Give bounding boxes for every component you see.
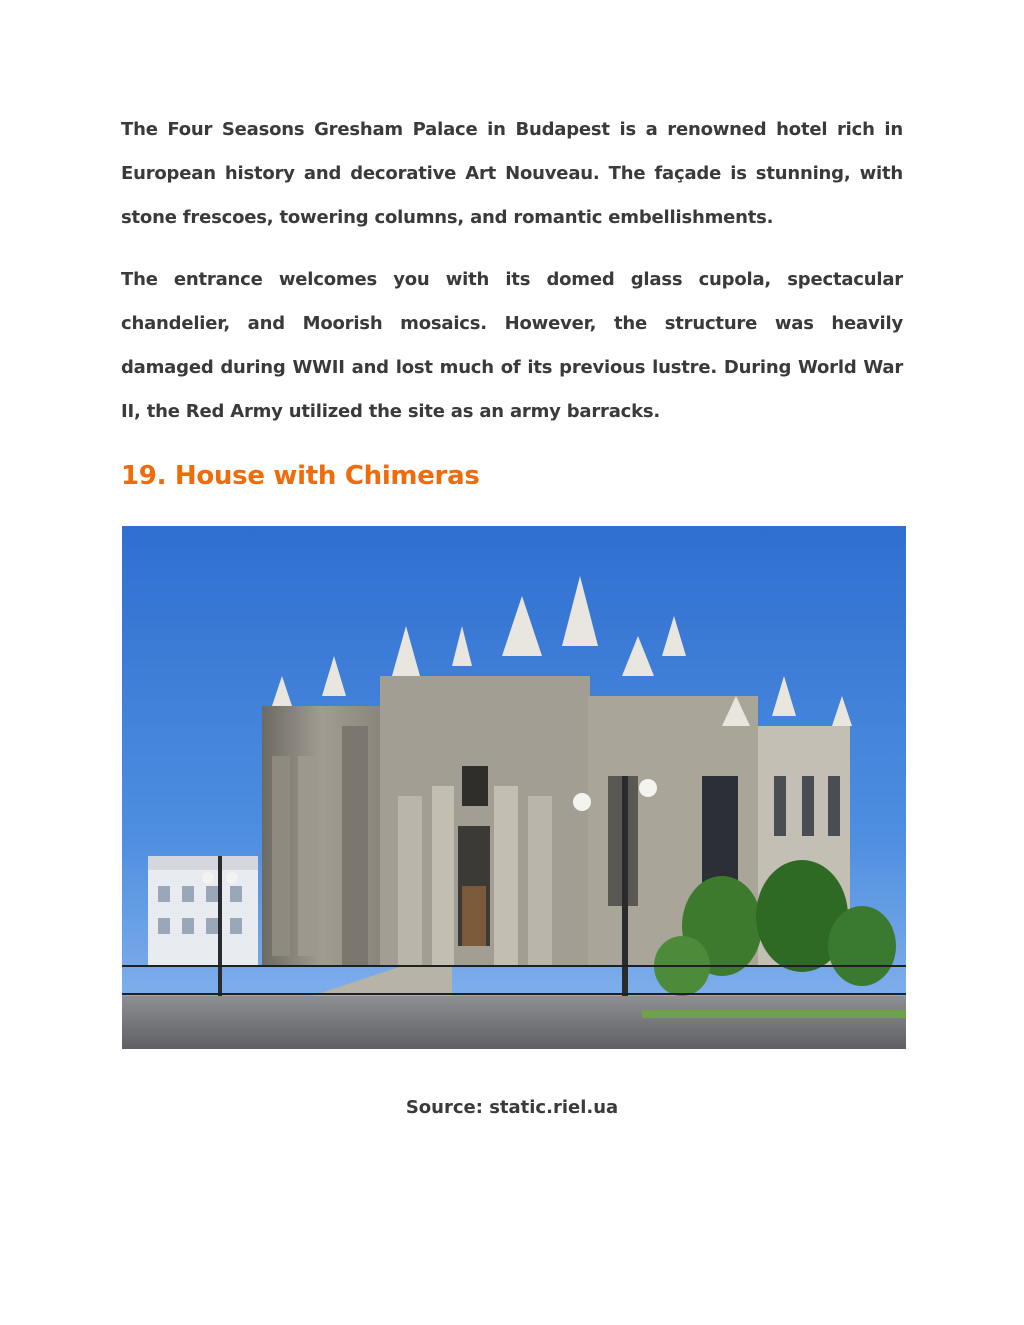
paragraph-entrance: The entrance welcomes you with its domed glass cupola, spectacular chandelier, and Moorish mosaics. However, the structure was heavily damaged during WWII and lost much of its previous lustre. During World War II, the Red Army utilized the site as an army barracks. bbox=[121, 269, 903, 422]
plaza-ground bbox=[122, 996, 906, 1049]
house-with-chimeras-photo bbox=[122, 526, 906, 1049]
article-body bbox=[121, 108, 903, 496]
paragraph-gresham-palace: The Four Seasons Gresham Palace in Budapest is a renowned hotel rich in European history and decorative Art Nouveau. The façade is stunning, with stone frescoes, towering columns, and romantic embellishments. bbox=[121, 119, 903, 228]
section-heading: 19. House with Chimeras bbox=[121, 461, 480, 491]
background-building bbox=[148, 856, 258, 966]
image-caption: Source: static.riel.ua bbox=[405, 1097, 619, 1118]
